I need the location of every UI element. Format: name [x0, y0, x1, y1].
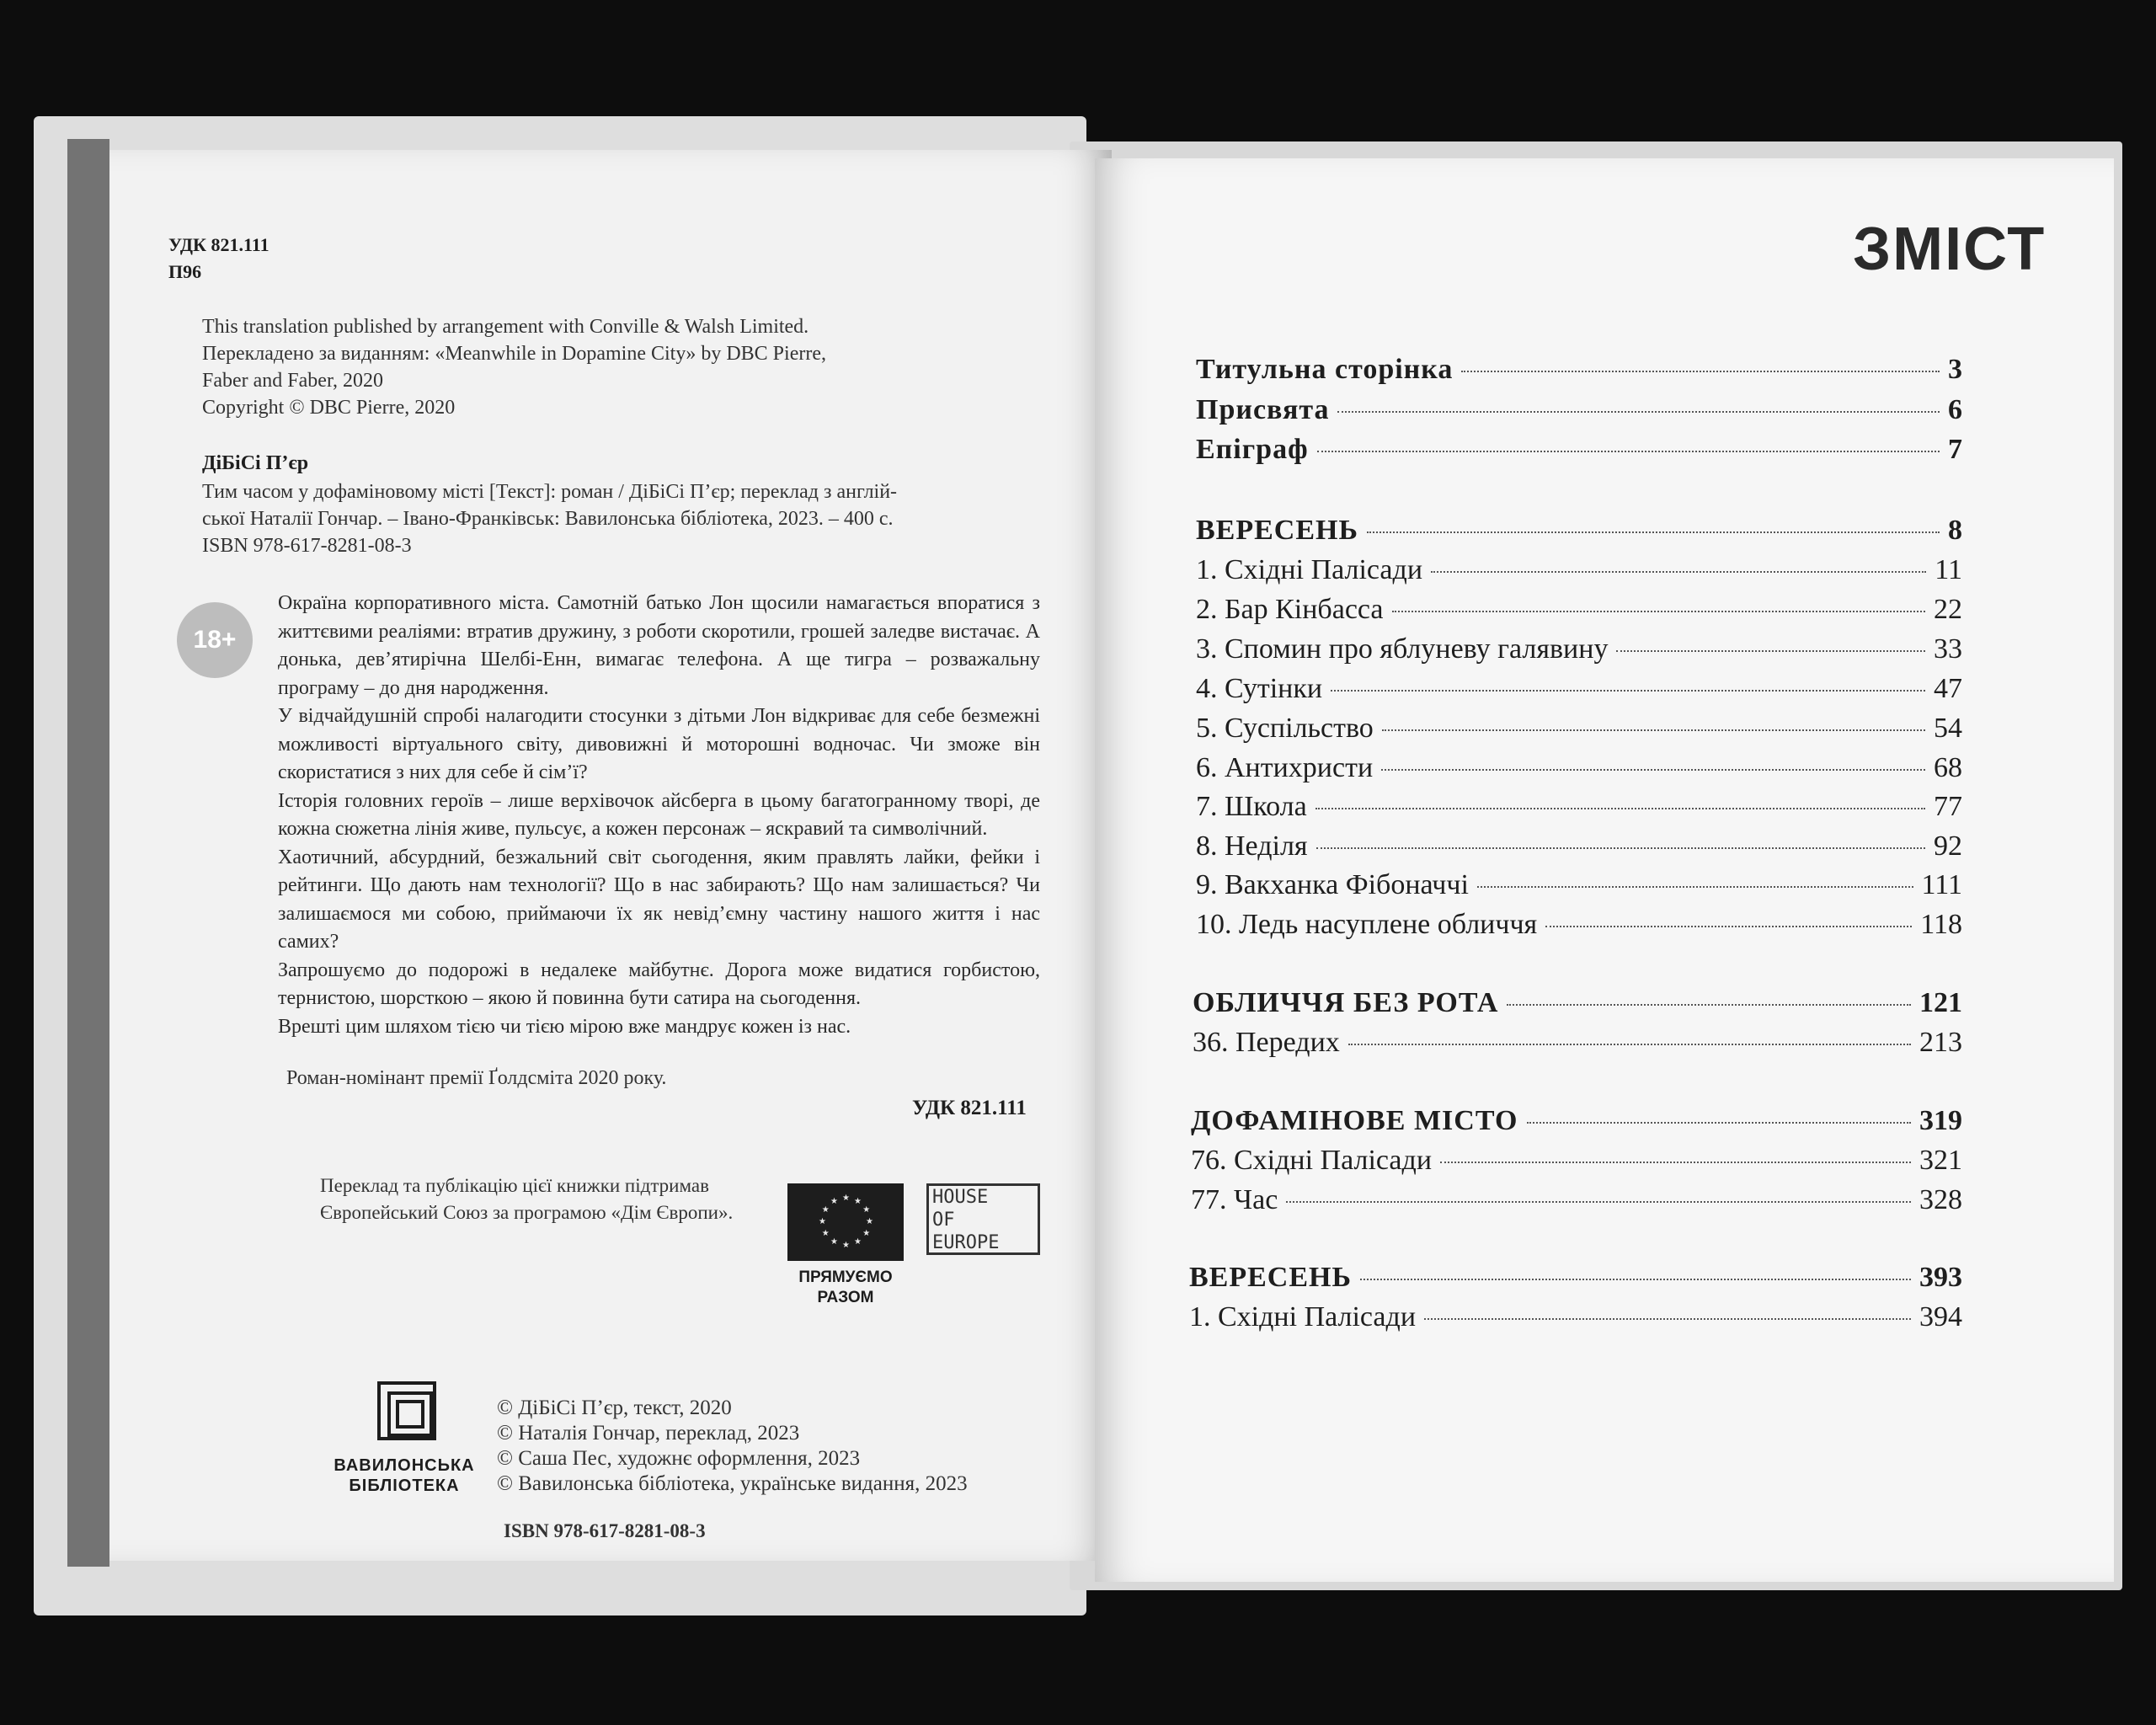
toc-leader-dots — [1461, 371, 1940, 372]
toc-entry-label: 8. Неділя — [1196, 830, 1308, 862]
toc-entry-label: 2. Бар Кінбасса — [1196, 594, 1384, 625]
toc-entry-page: 68 — [1934, 752, 1962, 783]
toc-entry-label: 4. Сутінки — [1196, 673, 1323, 704]
eu-star-icon: ★ — [862, 1229, 871, 1238]
eu-star-icon: ★ — [842, 1241, 850, 1250]
toc-leader-dots — [1431, 571, 1926, 573]
annotation-paragraph: Врешті цим шляхом тією чи тією мірою вже мандрує кожен із нас. — [278, 1015, 851, 1038]
toc-entry — [1196, 594, 1962, 626]
toc-entry — [1196, 633, 1962, 665]
house-of-europe-line: HOUSE — [932, 1187, 989, 1208]
author-name: ДіБіСі П’єр — [202, 452, 309, 474]
toc-entry-label: 36. Передих — [1193, 1027, 1340, 1058]
copyright-line: © Вавилонська бібліотека, українське видання, 2023 — [497, 1472, 968, 1495]
toc-entry-page: 121 — [1919, 987, 1962, 1018]
toc-entry — [1196, 554, 1962, 586]
toc-entry-label: Присвята — [1196, 394, 1330, 425]
catalog-line: ISBN 978-617-8281-08-3 — [202, 535, 412, 557]
annotation-paragraph: Окраїна корпоративного міста. Самотній батько Лон щосили намагається впоратися з життєвими реаліями: втратив дружину, з роботи скоротили, грошей заледве вистачає. А донька, дев’ятирічна Шелбі-Енн, вимагає телефона. А ще тигра – розважальну програму – до дня народження. — [278, 592, 1040, 699]
eu-star-icon: ★ — [821, 1229, 830, 1238]
age-rating-badge: 18+ — [177, 602, 253, 678]
toc-entry-page: 77 — [1934, 791, 1962, 822]
toc-entry — [1196, 830, 1962, 862]
toc-entry-page: 7 — [1948, 434, 1962, 465]
eu-star-icon: ★ — [854, 1196, 862, 1206]
toc-entry-label: 10. Ледь насуплене обличчя — [1196, 909, 1538, 940]
annotation-paragraph: Історія головних героїв – лише верхівочок айсберга в цьому багатогранному творі, де кожна сюжетна лінія живе, пульсує, а кожен персонаж – яскравий та символічний. — [278, 789, 1040, 840]
page-edge — [67, 139, 109, 1567]
toc-entry-page: 328 — [1919, 1184, 1962, 1215]
toc-entry-page: 393 — [1919, 1262, 1962, 1293]
toc-leader-dots — [1507, 1004, 1911, 1006]
eu-star-icon: ★ — [830, 1237, 838, 1247]
toc-entry — [1193, 1027, 1962, 1059]
house-of-europe-logo — [926, 1183, 1040, 1255]
annotation-paragraph: Запрошуємо до подорожі в недалеке майбутнє. Дорога може видатися горбистою, тернистою, шорсткою – якою й повинна бути сатира на сьогодення. — [278, 959, 1040, 1009]
annotation-paragraph: У відчайдушній спробі налагодити стосунки з дітьми Лон відкриває для себе безмежні можливості віртуального світу, дивовижні й моторошні водночас. Чи зможе він скористатися з них для себе й сім’ї? — [278, 705, 1040, 783]
toc-entry-label: 5. Суспільство — [1196, 713, 1374, 744]
publisher-name: ВАВИЛОНСЬКА БІБЛІОТЕКА — [334, 1456, 475, 1495]
toc-entry-label: 3. Спомин про яблуневу галявину — [1196, 633, 1609, 665]
toc-leader-dots — [1337, 411, 1940, 413]
toc-entry-label: Титульна сторінка — [1196, 354, 1454, 385]
toc-entry-page: 3 — [1948, 354, 1962, 385]
house-of-europe-line: EUROPE — [932, 1232, 1000, 1253]
toc-entry-label: ДОФАМІНОВЕ МІСТО — [1191, 1105, 1518, 1136]
toc-entry-page: 8 — [1948, 515, 1962, 546]
toc-entry-label: 7. Школа — [1196, 791, 1307, 822]
toc-entry-page: 54 — [1934, 713, 1962, 744]
annotation-paragraph: Хаотичний, абсурдний, безжальний світ сьогодення, яким правлять лайки, фейки і рейтинги. Що дають нам технології? Що в нас забирають? Що нам залишається? Чи залишаємося ми собою, приймаючи їх як невід’ємну частину нашого життя і нас самих? — [278, 846, 1040, 953]
toc-entry-page: 213 — [1919, 1027, 1962, 1058]
isbn-bottom: ISBN 978-617-8281-08-3 — [504, 1520, 706, 1541]
publication-note: Copyright © DBC Pierre, 2020 — [202, 397, 456, 419]
annotation-block — [278, 590, 1040, 1041]
toc-entry — [1196, 394, 1962, 426]
publication-note: Перекладено за виданням: «Meanwhile in Dopamine City» by DBC Pierre, — [202, 343, 826, 365]
toc-entry-page: 321 — [1919, 1145, 1962, 1176]
toc-entry-label: 1. Східні Палісади — [1196, 554, 1423, 585]
toc-entry — [1191, 1184, 1962, 1216]
eu-star-icon: ★ — [821, 1205, 830, 1215]
toc-entry-page: 92 — [1934, 830, 1962, 862]
support-line: Європейський Союз за програмою «Дім Європи». — [320, 1202, 734, 1223]
eu-flag-icon — [787, 1183, 904, 1261]
toc-entry — [1189, 1301, 1962, 1333]
toc-entry-page: 111 — [1921, 869, 1962, 900]
toc-entry — [1191, 1105, 1962, 1137]
publication-note: This translation published by arrangement with Conville & Walsh Limited. — [202, 316, 809, 338]
toc-leader-dots — [1382, 729, 1925, 731]
toc-entry — [1196, 354, 1962, 386]
udk-bottom: УДК 821.111 — [912, 1097, 1027, 1119]
toc-entry-page: 394 — [1919, 1301, 1962, 1332]
toc-entry — [1196, 515, 1962, 547]
toc-leader-dots — [1545, 926, 1912, 927]
publisher-logo-icon — [377, 1381, 436, 1440]
support-line: Переклад та публікацію цієї книжки підтримав — [320, 1175, 709, 1196]
eu-star-icon: ★ — [842, 1194, 850, 1203]
toc-entry-page: 319 — [1919, 1105, 1962, 1136]
toc-entry-page: 33 — [1934, 633, 1962, 665]
eu-star-icon: ★ — [854, 1237, 862, 1247]
copyright-line: © Наталія Гончар, переклад, 2023 — [497, 1422, 800, 1445]
toc-entry-label: ВЕРЕСЕНЬ — [1189, 1262, 1352, 1293]
toc-entry-page: 118 — [1920, 909, 1962, 940]
udk-top: УДК 821.111 — [168, 234, 270, 255]
toc-entry-page: 22 — [1934, 594, 1962, 625]
toc-entry — [1189, 1262, 1962, 1294]
catalog-code: П96 — [168, 261, 202, 282]
toc-leader-dots — [1316, 847, 1925, 849]
toc-leader-dots — [1367, 531, 1940, 533]
toc-leader-dots — [1315, 808, 1925, 809]
toc-entry — [1196, 909, 1962, 941]
eu-caption: ПРЯМУЄМО РАЗОМ — [798, 1268, 893, 1306]
toc-entry-page: 47 — [1934, 673, 1962, 704]
toc-leader-dots — [1360, 1279, 1911, 1280]
contents-title: ЗМІСТ — [1853, 216, 2047, 283]
copyright-line: © ДіБіСі П’єр, текст, 2020 — [497, 1397, 732, 1419]
toc-entry — [1196, 791, 1962, 823]
toc-leader-dots — [1527, 1122, 1912, 1124]
toc-entry-page: 6 — [1948, 394, 1962, 425]
toc-entry — [1196, 434, 1962, 466]
toc-entry-label: Епіграф — [1196, 434, 1309, 465]
eu-star-icon: ★ — [862, 1205, 871, 1215]
toc-entry-label: ОБЛИЧЧЯ БЕЗ РОТА — [1193, 987, 1499, 1018]
eu-star-icon: ★ — [819, 1217, 826, 1226]
toc-entry — [1193, 987, 1962, 1019]
toc-leader-dots — [1477, 886, 1913, 888]
eu-star-icon: ★ — [830, 1196, 838, 1206]
toc-leader-dots — [1440, 1162, 1911, 1163]
toc-leader-dots — [1616, 650, 1925, 652]
toc-leader-dots — [1331, 690, 1925, 692]
toc-entry — [1191, 1145, 1962, 1177]
toc-leader-dots — [1424, 1318, 1911, 1320]
toc-entry — [1196, 713, 1962, 745]
toc-entry — [1196, 869, 1962, 901]
toc-leader-dots — [1348, 1044, 1911, 1045]
toc-entry-label: ВЕРЕСЕНЬ — [1196, 515, 1358, 546]
copyright-line: © Саша Пес, художнє оформлення, 2023 — [497, 1447, 861, 1470]
toc-entry-label: 77. Час — [1191, 1184, 1278, 1215]
eu-star-icon: ★ — [866, 1217, 873, 1226]
house-of-europe-line: OF — [932, 1210, 955, 1231]
toc-entry-label: 1. Східні Палісади — [1189, 1301, 1417, 1332]
toc-leader-dots — [1317, 451, 1940, 452]
toc-entry-label: 6. Антихристи — [1196, 752, 1374, 783]
toc-leader-dots — [1392, 611, 1925, 612]
toc-entry-page: 11 — [1935, 554, 1962, 585]
toc-entry-label: 76. Східні Палісади — [1191, 1145, 1433, 1176]
catalog-line: Тим часом у дофаміновому місті [Текст]: роман / ДіБіСі П’єр; переклад з англій- — [202, 481, 898, 503]
toc-entry — [1196, 673, 1962, 705]
toc-leader-dots — [1381, 769, 1925, 771]
award-nominee-note: Роман-номінант премії Ґолдсміта 2020 року. — [286, 1067, 667, 1089]
toc-leader-dots — [1286, 1201, 1911, 1203]
toc-entry-label: 9. Вакханка Фібоначчі — [1196, 869, 1469, 900]
publication-note: Faber and Faber, 2020 — [202, 370, 383, 392]
catalog-line: ської Наталії Гончар. – Івано-Франківськ: Вавилонська бібліотека, 2023. – 400 с. — [202, 508, 894, 530]
toc-entry — [1196, 752, 1962, 784]
